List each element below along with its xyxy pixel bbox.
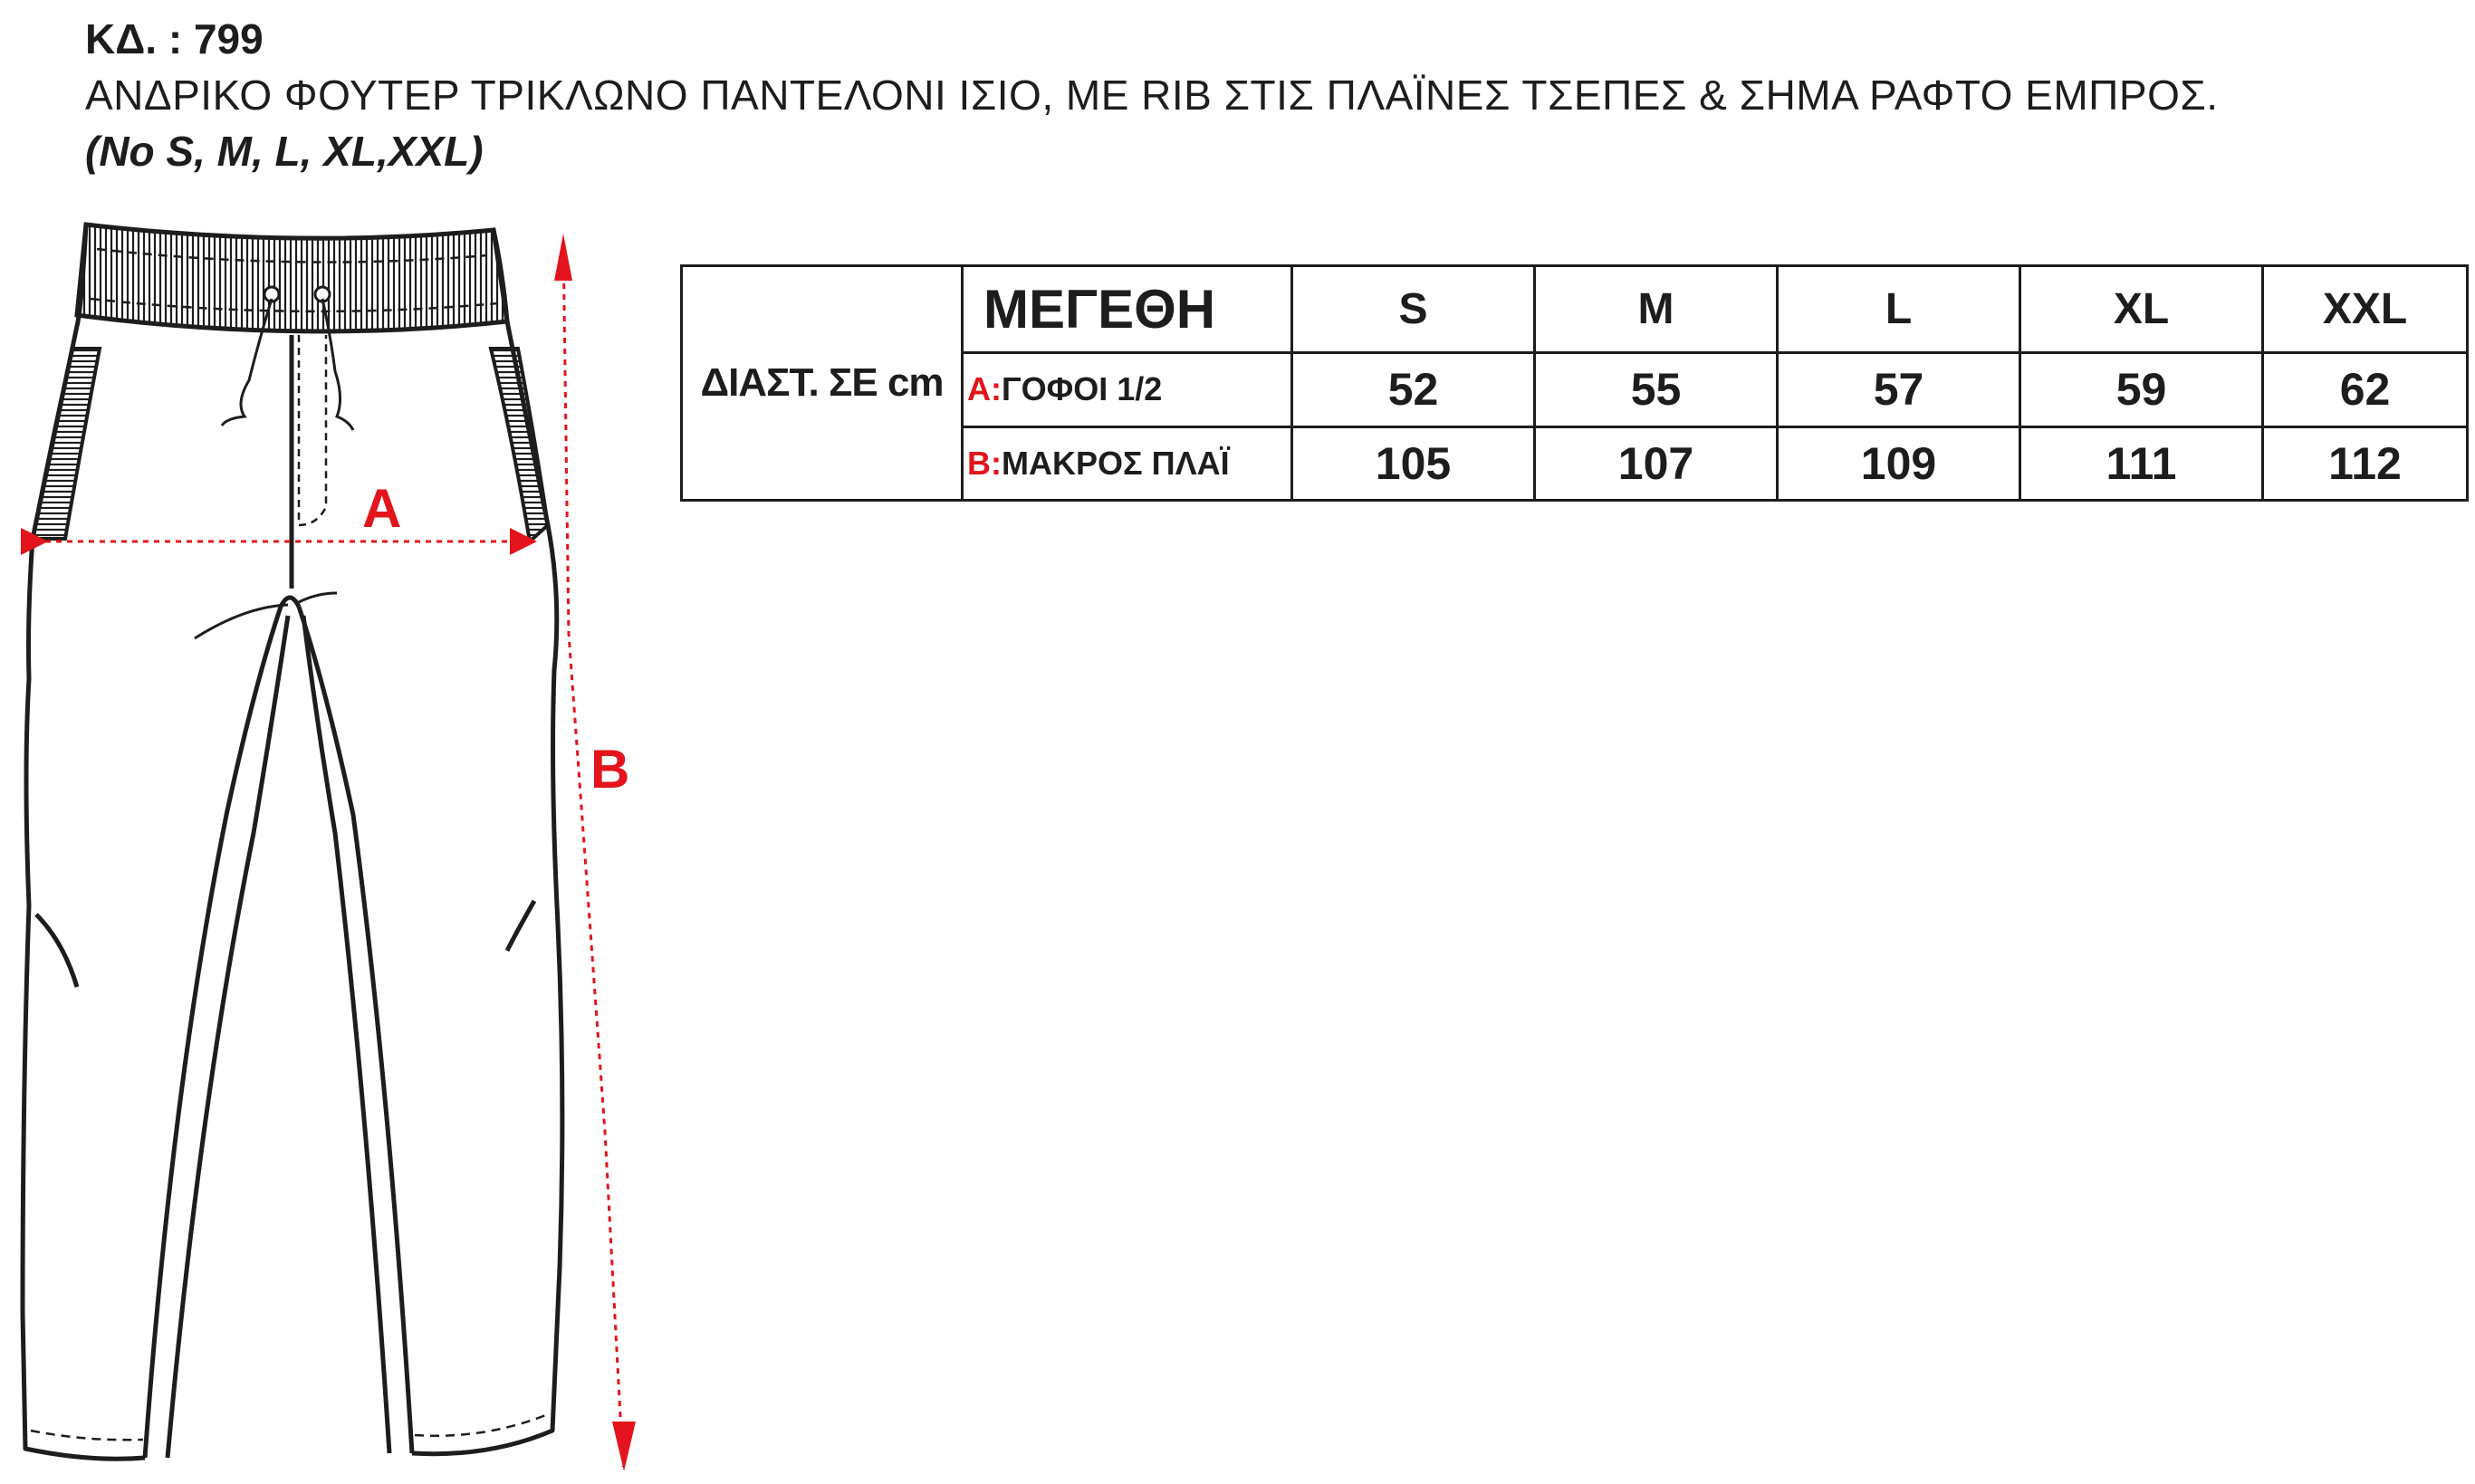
size-chart-table	[680, 264, 2469, 502]
label-a: A	[362, 478, 402, 539]
size-column-xl: XL	[2020, 266, 2263, 353]
row-code-b: B:	[967, 444, 1002, 482]
table-cell: 55	[1535, 353, 1778, 426]
row-name-side-length: ΜΑΚΡΟΣ ΠΛΑΪ	[1002, 444, 1230, 482]
sizes-title: ΜΕΓΕΘΗ	[963, 266, 1292, 353]
pants-technical-drawing	[0, 0, 670, 1484]
row-name-hips: ΓΟΦΟΙ 1/2	[1002, 370, 1163, 408]
product-code: ΚΔ. : 799	[85, 15, 264, 62]
pants-outline	[23, 225, 562, 1459]
table-cell: 57	[1778, 353, 2020, 426]
table-cell: 105	[1292, 426, 1535, 500]
size-column-xxl: XXL	[2263, 266, 2468, 353]
table-cell: 107	[1535, 426, 1778, 500]
label-b: B	[590, 739, 630, 799]
table-cell: 109	[1778, 426, 2020, 500]
product-description: ΑΝΔΡΙΚΟ ΦΟΥΤΕΡ ΤΡΙΚΛΩΝΟ ΠΑΝΤΕΛΟΝΙ ΙΣΙΟ, ΜΕ RIB ΣΤΙΣ ΠΛΑΪΝΕΣ ΤΣΕΠΕΣ & ΣΗΜΑ ΡΑΦΤΟ ΕΜΠΡΟΣ.	[85, 72, 2219, 119]
table-cell: 111	[2020, 426, 2263, 500]
size-column-s: S	[1292, 266, 1535, 353]
dimension-unit-label: ΔΙΑΣΤ. ΣΕ cm	[682, 266, 963, 501]
table-cell: 59	[2020, 353, 2263, 426]
table-cell: 52	[1292, 353, 1535, 426]
table-header-row	[682, 266, 2468, 353]
size-column-m: M	[1535, 266, 1778, 353]
measurement-b	[554, 234, 636, 1471]
table-cell: 62	[2263, 353, 2468, 426]
row-code-a: A:	[967, 370, 1002, 408]
available-sizes-note: (No S, M, L, XL,XXL)	[85, 128, 484, 175]
size-column-l: L	[1778, 266, 2020, 353]
waistband	[77, 225, 507, 331]
row-label-hips	[963, 353, 1292, 426]
row-label-side-length	[963, 426, 1292, 500]
table-cell: 112	[2263, 426, 2468, 500]
